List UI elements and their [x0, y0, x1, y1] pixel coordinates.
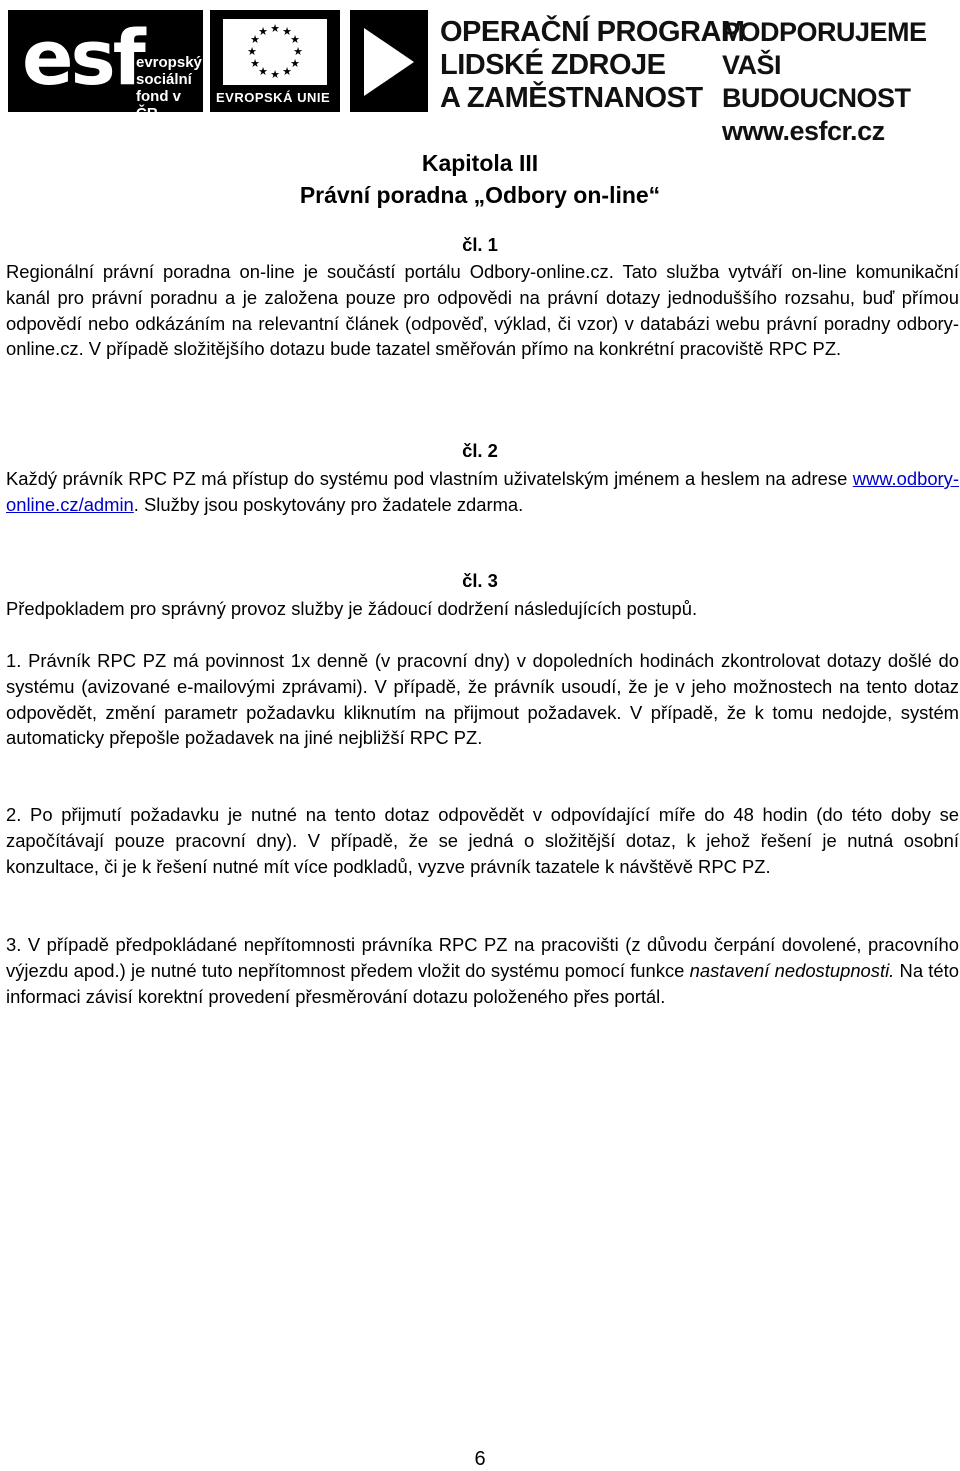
esf-logo — [8, 10, 203, 122]
op-program-name: OPERAČNÍ PROGRAM LIDSKÉ ZDROJE A ZAMĚSTNANOST — [440, 16, 745, 114]
article-2-text: Každý právník RPC PZ má přístup do systému pod vlastním uživatelským jménem a heslem na adrese www.odbory-online.cz/admin. Služby jsou poskytovány pro žadatele zdarma. — [6, 468, 959, 515]
header-banner — [0, 0, 960, 146]
svg-text:★: ★ — [290, 33, 300, 46]
support-slogan: PODPORUJEME VAŠI BUDOUCNOST www.esfcr.cz — [722, 17, 927, 146]
op-logo-mark — [350, 10, 428, 112]
arrow-icon — [364, 28, 414, 96]
feature-name: nastavení nedostupnosti. — [689, 959, 895, 981]
article-3-item-1 — [6, 648, 959, 751]
item-1-text: 1. Právník RPC PZ má povinnost 1x denně (v pracovní dny) v dopoledních hodinách zkontrolovat dotazy došlé do systému (avizované e-mailovými zprávami). V případě, že právník usoudí, že je v jeho možnostech na tento dotaz odpovědět, změní parametr požadavku kliknutím na přijmout požadavek. V případě, že k tomu nedojde, systém automaticky přepošle požadavek na jiné nejbližší RPC PZ. — [6, 650, 959, 749]
article-3-label: čl. 3 — [462, 570, 498, 591]
svg-text:★: ★ — [247, 45, 257, 58]
article-3-intro — [6, 596, 959, 622]
page-number: 6 — [474, 1448, 486, 1470]
esf-subtitle: evropský sociální fond v ČR — [136, 54, 202, 122]
article-1-body — [6, 259, 959, 362]
svg-text:★: ★ — [250, 33, 260, 46]
svg-text:★: ★ — [258, 65, 268, 78]
eu-label: EVROPSKÁ UNIE — [216, 90, 331, 105]
article-1-text: Regionální právní poradna on-line je součástí portálu Odbory-online.cz. Tato služba vytváří on-line komunikační kanál pro právní poradnu a je založena pouze pro odpovědi na právní dotazy jednoduššího rozsahu, buď přímou odpovědí nebo odkázáním na relevantní článek (odpověď, výklad, či vzor) v databázi webu právní poradny odbory-online.cz. V případě složitějšího dotazu bude tazatel směřován přímo na konkrétní pracoviště RPC PZ. — [6, 261, 959, 360]
article-3-item-2 — [6, 802, 959, 879]
eu-flag-icon — [222, 18, 328, 86]
svg-text:★: ★ — [290, 57, 300, 70]
article-2-body — [6, 466, 959, 518]
svg-text:★: ★ — [258, 25, 268, 38]
item-3-text: 3. V případě předpokládané nepřítomnosti právníka RPC PZ na pracovišti (z důvodu čerpání dovolené, pracovního výjezdu apod.) je nutné tuto nepřítomnost předem vložit do systému pomocí funkce nastavení nedostupnosti. Na této informaci závisí korektní provedení přesměrování dotazu položeného přes portál. — [6, 934, 959, 1007]
article-2-label: čl. 2 — [462, 440, 498, 461]
article-3-item-3 — [6, 932, 959, 1009]
article-3-intro-text: Předpokladem pro správný provoz služby je žádoucí dodržení následujících postupů. — [6, 598, 698, 619]
chapter-number: Kapitola III — [421, 150, 539, 176]
item-2-text: 2. Po přijmutí požadavku je nutné na tento dotaz odpovědět v odpovídající míře do 48 hodin (do této doby se započítávají pouze pracovní dny). V případě, že se jedná o složitější dotaz, k jehož řešení je nutná osobní konzultace, či je k řešení nutné mít více podkladů, vyzve právník tazatele k návštěvě RPC PZ. — [6, 804, 959, 877]
eu-logo — [210, 10, 340, 112]
chapter-name: Právní poradna „Odbory on-line“ — [299, 182, 661, 208]
svg-text:★: ★ — [282, 25, 292, 38]
svg-text:★: ★ — [270, 68, 280, 81]
chapter-title — [0, 147, 960, 211]
svg-text:★: ★ — [250, 57, 260, 70]
esf-logo-text: esf — [22, 13, 143, 102]
article-1-label: čl. 1 — [462, 234, 498, 255]
svg-text:★: ★ — [293, 45, 303, 58]
svg-text:★: ★ — [282, 65, 292, 78]
svg-text:★: ★ — [270, 22, 280, 35]
admin-link[interactable]: www.odbory-online.cz/admin — [6, 468, 959, 515]
